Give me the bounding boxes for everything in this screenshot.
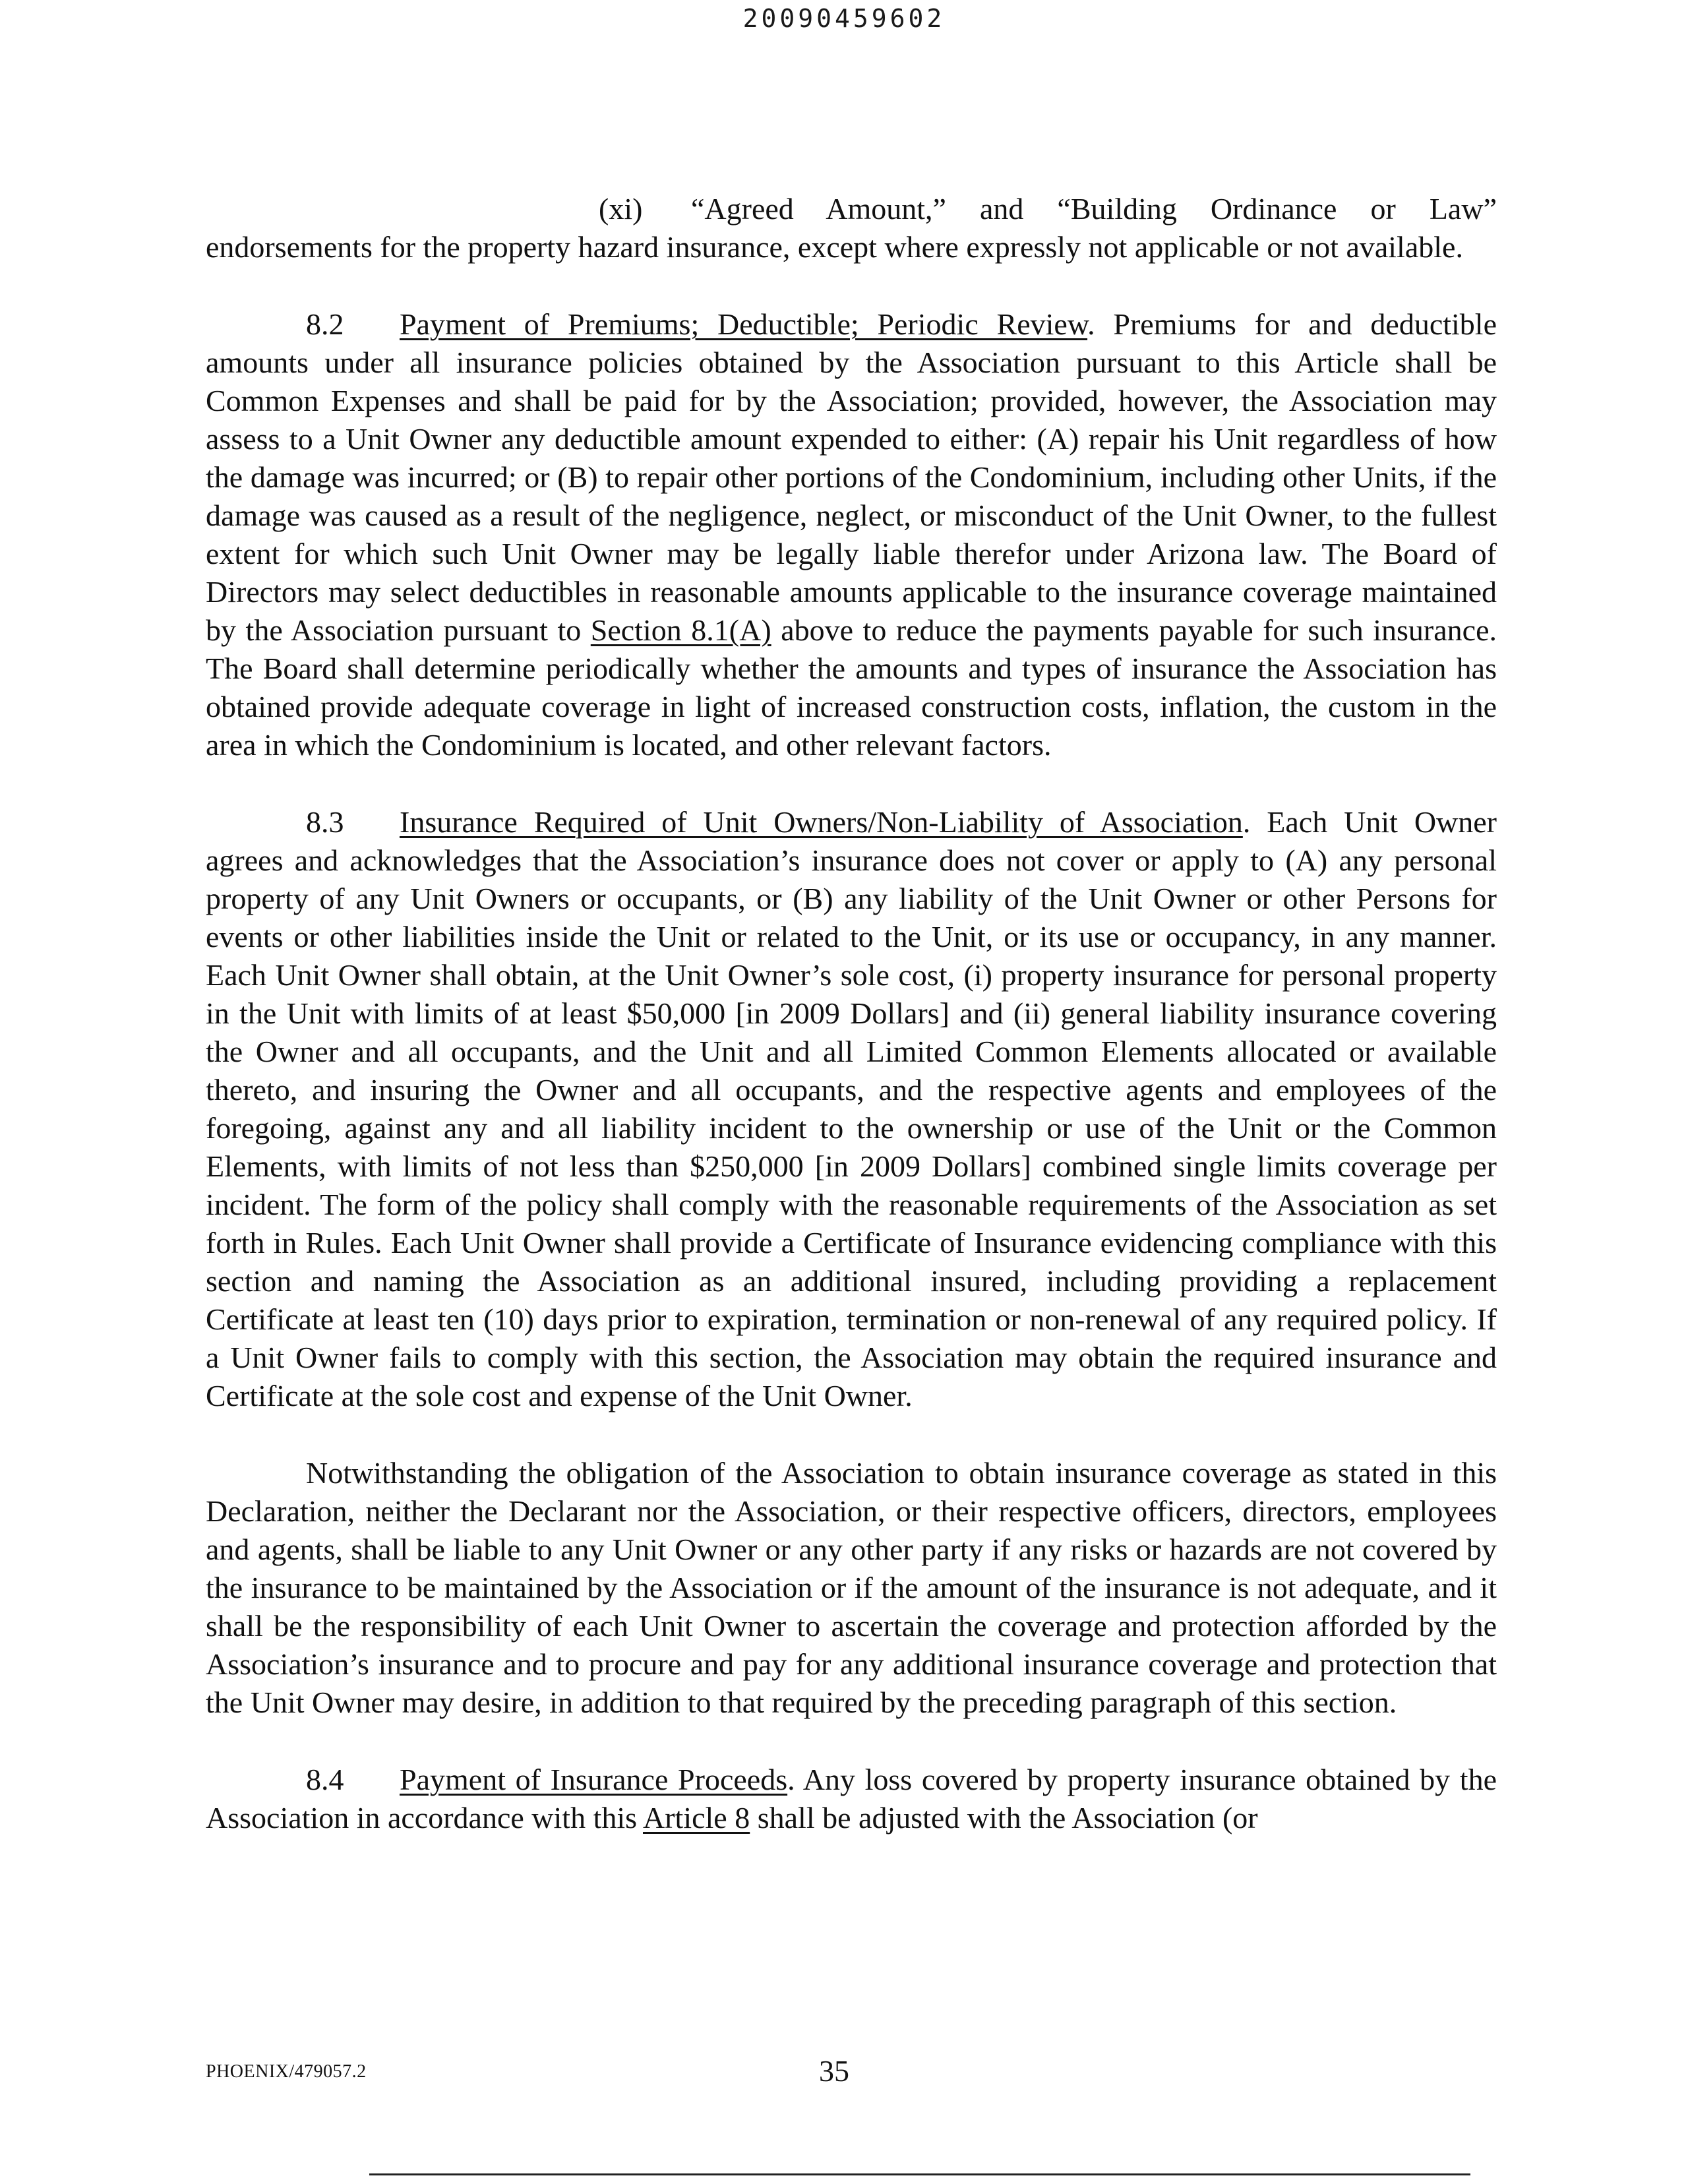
section-8-2-text-a: Premiums for and deductible amounts under all insurance policies obtained by the Association pursuant to this Article shall be Common Expenses and shall be paid for by the Association; provided, however, the Association may assess to a Unit Owner any deductible amount expended to either: (A) repair his Unit regardless of how the damage was incurred; or (B) to repair other portions of the Condominium, including other Units, if the damage was caused as a result of the negligence, neglect, or misconduct of the Unit Owner, to the fullest extent for which such Unit Owner may be legally liable therefor under Arizona law. The Board of Directors may select deductibles in reasonable amounts applicable to the insurance coverage maintained by the Association pursuant to	[206, 307, 1497, 647]
section-8-4-paragraph	[206, 1761, 1497, 1837]
section-8-3-heading: Insurance Required of Unit Owners/Non-Liability of Association	[400, 805, 1243, 839]
section-8-3-paragraph	[206, 803, 1497, 1415]
article-8-reference: Article 8	[643, 1801, 750, 1835]
section-8-1a-reference: Section 8.1(A)	[590, 613, 771, 647]
page-number: 35	[819, 2054, 849, 2088]
document-number: 20090459602	[742, 4, 946, 33]
footer-document-reference: PHOENIX/479057.2	[206, 2061, 367, 2082]
clause-xi-label: (xi)	[599, 192, 643, 226]
section-8-3-text: Each Unit Owner agrees and acknowledges that the Association’s insurance does not cover or apply to (A) any personal property of any Unit Owners or occupants, or (B) any liability of the Unit Owner or other Persons for events or other liabilities inside the Unit or related to the Unit, or its use or occupancy, in any manner. Each Unit Owner shall obtain, at the Unit Owner’s sole cost, (i) property insurance for personal property in the Unit with limits of at least $50,000 [in 2009 Dollars] and (ii) general liability insurance covering the Owner and all occupants, and the Unit and all Limited Common Elements allocated or available thereto, and insuring the Owner and all occupants, and the respective agents and employees of the foregoing, against any and all liability incident to the ownership or use of the Unit or the Common Elements, with limits of not less than $250,000 [in 2009 Dollars] combined single limits coverage per incident. The form of the policy shall comply with the reasonable requirements of the Association as set forth in Rules. Each Unit Owner shall provide a Certificate of Insurance evidencing compliance with this section and naming the Association as an additional insured, including providing a replacement Certificate at least ten (10) days prior to expiration, termination or non-renewal of any required policy. If a Unit Owner fails to comply with this section, the Association may obtain the required insurance and Certificate at the sole cost and expense of the Unit Owner.	[206, 805, 1497, 1412]
clause-xi-paragraph	[206, 190, 1497, 266]
section-8-2-paragraph	[206, 305, 1497, 764]
section-8-4-text-a: Any loss covered by property insurance obtained by the Association in accordance with this	[206, 1763, 1497, 1835]
notwithstanding-paragraph: Notwithstanding the obligation of the Association to obtain insurance coverage as stated in this Declaration, neither the Declarant nor the Association, or their respective officers, directors, employees and agents, shall be liable to any Unit Owner or any other party if any risks or hazards are not covered by the insurance to be maintained by the Association or if the amount of the insurance is not adequate, and it shall be the responsibility of each Unit Owner to ascertain the coverage and protection afforded by the Association’s insurance and to procure and pay for any additional insurance coverage and protection that the Unit Owner may desire, in addition to that required by the preceding paragraph of this section.	[206, 1456, 1497, 1719]
document-body	[206, 190, 1497, 1837]
section-8-4-heading: Payment of Insurance Proceeds	[400, 1763, 788, 1796]
section-8-3-number: 8.3	[306, 805, 344, 839]
section-8-2-heading-end: .	[1087, 307, 1095, 341]
clause-xi-text: “Agreed Amount,” and “Building Ordinance or Law” endorsements for the property hazard insurance, except where expressly not applicable or not available.	[206, 192, 1497, 264]
bottom-rule	[369, 2173, 1470, 2175]
section-8-4-text-b: shall be adjusted with the Association (or	[750, 1801, 1258, 1835]
section-8-3-heading-end: .	[1242, 805, 1251, 839]
section-8-4-number: 8.4	[306, 1763, 344, 1796]
section-8-4-heading-end: .	[787, 1763, 795, 1796]
section-8-2-heading: Payment of Premiums; Deductible; Periodic Review	[400, 307, 1088, 341]
section-8-2-text-b: above to reduce the payments payable for such insurance. The Board shall determine periodically whether the amounts and types of insurance the Association has obtained provide adequate coverage in light of increased construction costs, inflation, the custom in the area in which the Condominium is located, and other relevant factors.	[206, 613, 1497, 762]
section-8-2-number: 8.2	[306, 307, 344, 341]
